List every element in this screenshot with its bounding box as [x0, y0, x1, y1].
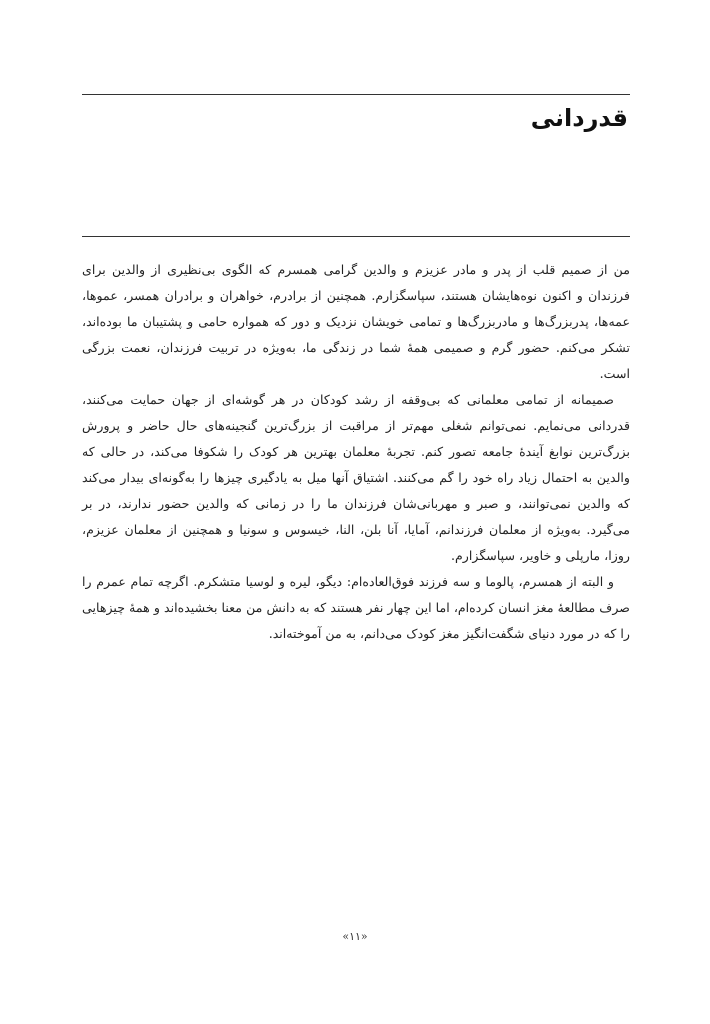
top-rule: [82, 94, 630, 95]
paragraph-2: صمیمانه از تمامی معلمانی که بی‌وقفه از رشد کودکان در هر گوشه‌ای از جهان حمایت می‌کنند، قدردانی می‌نمایم. نمی‌توانم شغلی مهم‌تر از مراقبت از بزرگ‌ترین گنجینه‌های حال حاضر و پرورش بزرگ‌ترین نوابغ آیندهٔ جامعه تصور کنم. تجربهٔ معلمان بهترین هر کودک را شکوفا می‌کند، در حالی که والدین به احتمال زیاد راه خود را گم می‌کنند. اشتیاق آنها میل به یادگیری چیزها را به‌گونه‌ای بیدار می‌کند که والدین نمی‌توانند، و صبر و مهربانی‌شان فرزندان ما را در زمانی که والدین حضور ندارند، در بر می‌گیرد. به‌ویژه از معلمان فرزندانم، آمایا، آنا بلن، النا، خیسوس و سونیا و همچنین از معلمان عزیزم، روزا، مارپلی و خاویر، سپاسگزارم.: [82, 392, 630, 563]
paragraph-3: و البته از همسرم، پالوما و سه فرزند فوق‌العاده‌ام: دیگو، لیره و لوسیا متشکرم. اگرچه تمام عمرم را صرف مطالعهٔ مغز انسان کرده‌ام، اما این چهار نفر هستند که به دانش من معنا بخشیده‌اند و همهٔ چیزهایی را که در مورد دنیای شگفت‌انگیز مغز کودک می‌دانم، به من آموخته‌اند.: [82, 574, 630, 641]
bottom-rule: [82, 236, 630, 237]
paragraph-1: من از صمیم قلب از پدر و مادر عزیزم و والدین گرامی همسرم که الگوی بی‌نظیری از والدین برای فرزندان و اکنون نوه‌هایشان هستند، سپاسگزارم. همچنین از برادرم، خواهران و برادران همسر، عموها، عمه‌ها، پدربزرگ‌ها و مادربزرگ‌ها و تمامی خویشان نزدیک و دور که همواره حامی و پشتیبان ما بوده‌اند، تشکر می‌کنم. حضور گرم و صمیمی همهٔ شما در زندگی ما، به‌ویژه در تربیت فرزندان، نعمت بزرگی است.: [82, 262, 630, 381]
page-title: قدردانی: [530, 104, 628, 132]
body-text: [82, 257, 630, 647]
page-number: «۱۱»: [342, 930, 368, 943]
